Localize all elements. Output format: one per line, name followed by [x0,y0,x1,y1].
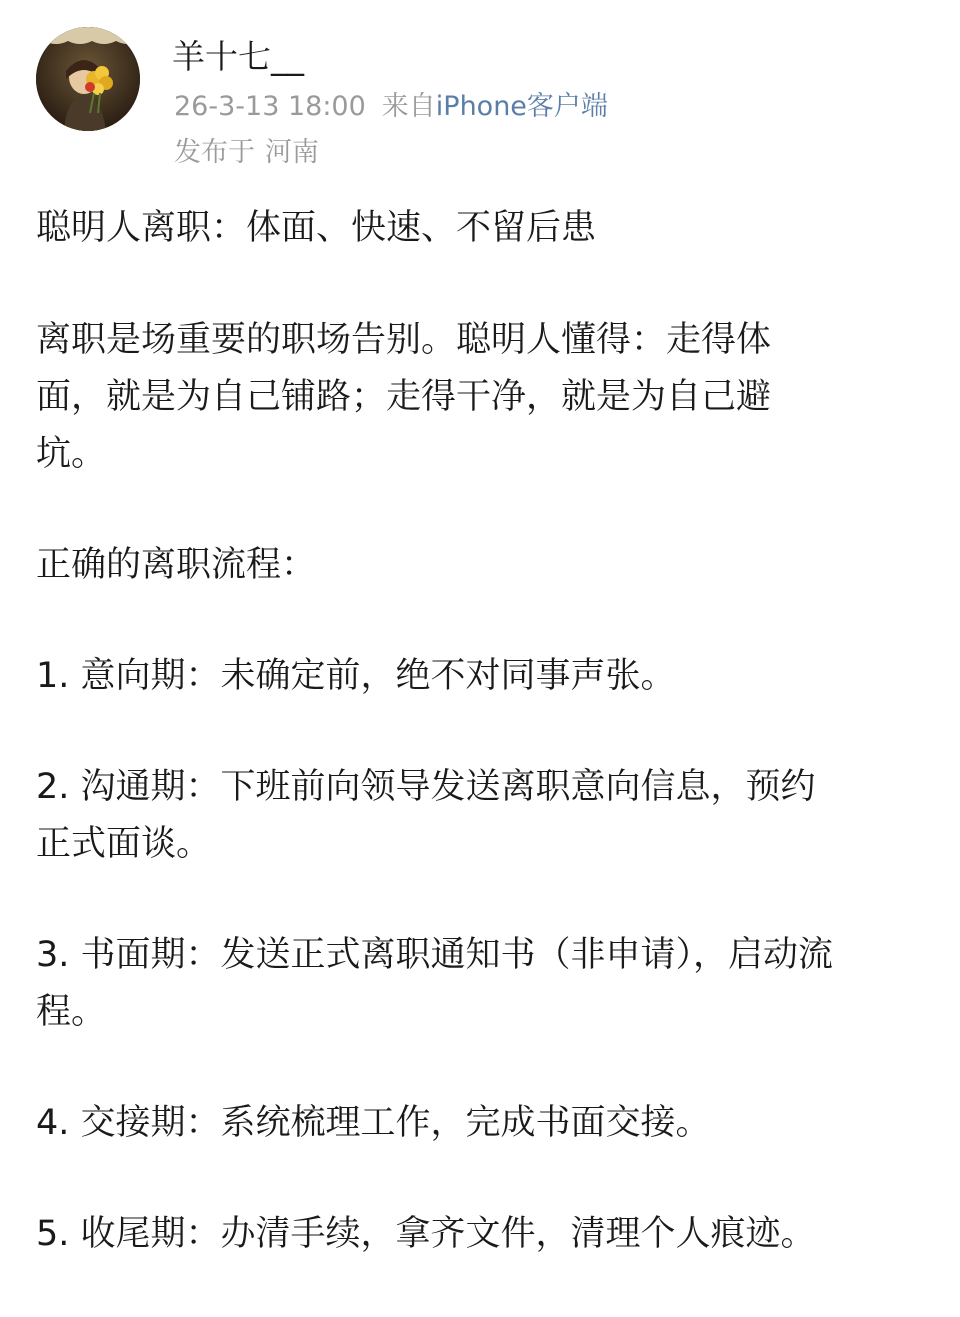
step-item [36,759,916,873]
intro-paragraph [36,312,916,483]
intro-line: 面，就是为自己铺路；走得干净，就是为自己避 [36,377,772,417]
step-item [36,1095,916,1152]
step-line: 2. 沟通期：下班前向领导发送离职意向信息，预约 [36,767,816,807]
location-prefix: 发布于 [174,137,255,168]
post-header [0,0,960,190]
intro-line: 离职是场重要的职场告别。聪明人懂得：走得体 [36,320,772,360]
step-line: 正式面谈。 [36,824,212,864]
location-name: 河南 [265,137,319,168]
avatar[interactable] [36,27,140,131]
author-name[interactable]: 羊十七__ [172,37,304,76]
step-line: 程。 [36,992,107,1032]
post-title-text: 聪明人离职：体面、快速、不留后患 [36,208,597,248]
post-meta [174,88,608,126]
step-item [36,927,916,1041]
step-line: 3. 书面期：发送正式离职通知书（非申请），启动流 [36,935,834,975]
source-prefix: 来自 [381,91,436,122]
source-link[interactable]: iPhone客户端 [435,91,608,122]
intro-line: 坑。 [36,434,107,474]
step-item [36,648,916,705]
process-heading-text: 正确的离职流程： [36,545,317,585]
post-body [36,200,916,1317]
post-title [36,200,916,257]
process-heading [36,537,916,594]
step-item [36,1206,916,1263]
step-line: 4. 交接期：系统梳理工作，完成书面交接。 [36,1103,711,1143]
avatar-photo-icon [36,27,140,131]
post-location [174,134,319,172]
step-line: 1. 意向期：未确定前，绝不对同事声张。 [36,656,676,696]
post-timestamp: 26-3-13 18:00 [174,91,366,122]
step-line: 5. 收尾期：办清手续，拿齐文件，清理个人痕迹。 [36,1214,816,1254]
